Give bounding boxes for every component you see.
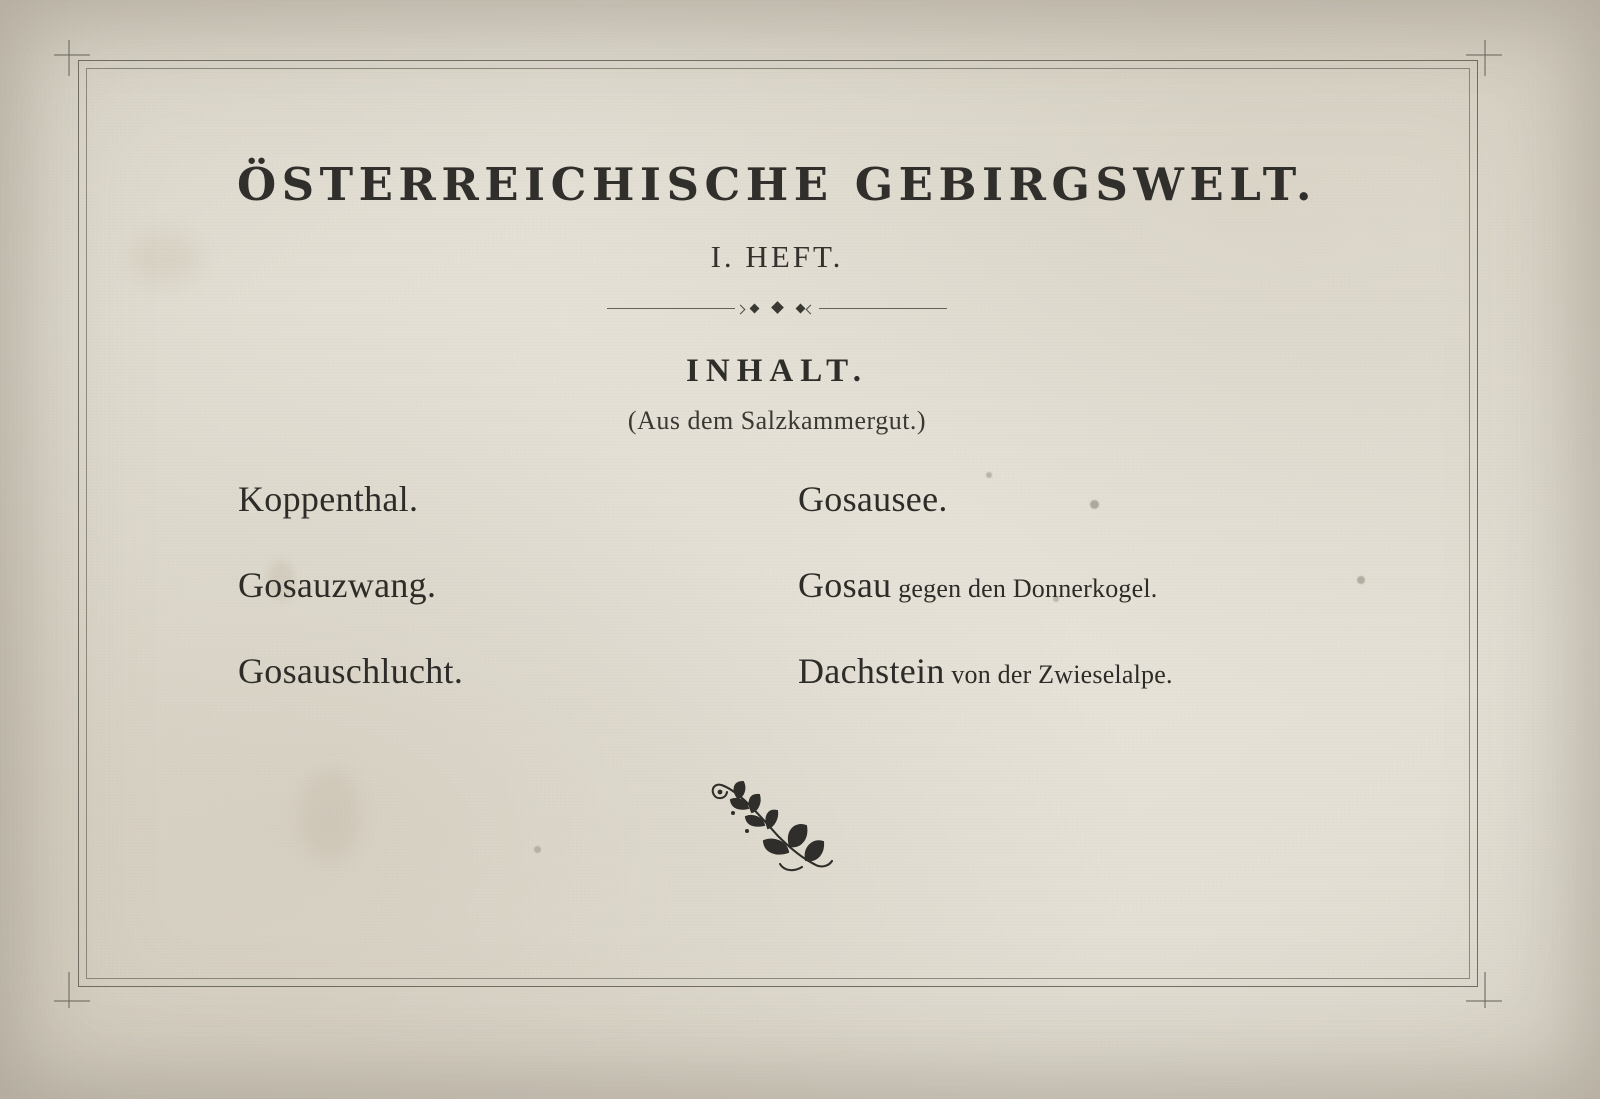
platemark-tick-bottom-left-vertical — [68, 972, 70, 1008]
leaf-sprig-icon — [702, 768, 852, 878]
divider-diamond — [750, 303, 760, 313]
toc-entry-title: Koppenthal. — [238, 479, 419, 519]
platemark-tick-top-right-vertical — [1484, 40, 1486, 76]
divider-diamond — [796, 303, 806, 313]
divider-line-left — [607, 308, 735, 309]
source-note: (Aus dem Salzkammergut.) — [627, 406, 927, 435]
toc-column-left — [238, 478, 798, 736]
list-item — [238, 564, 798, 606]
platemark-tick-bottom-right-horizontal — [1466, 1000, 1502, 1002]
toc-column-right — [798, 478, 1418, 736]
platemark-tick-bottom-right-vertical — [1484, 972, 1486, 1008]
leaf-sprig-ornament — [86, 768, 1468, 878]
divider-tip-right — [806, 304, 816, 314]
platemark-tick-top-left-vertical — [68, 40, 70, 76]
toc-entry-title: Dachstein — [798, 651, 945, 691]
divider-line-right — [819, 308, 947, 309]
list-item — [238, 478, 798, 520]
platemark-tick-top-left-horizontal — [54, 54, 90, 56]
list-item — [238, 650, 798, 692]
toc-entry-qualifier: von der Zwieselalpe. — [944, 660, 1173, 689]
toc-entry-title: Gosau — [798, 565, 892, 605]
list-item — [798, 650, 1418, 692]
contents-heading: INHALT. — [686, 353, 868, 389]
platemark-tick-bottom-left-horizontal — [54, 1000, 90, 1002]
list-item — [798, 478, 1418, 520]
divider-diamond — [771, 301, 784, 314]
toc-entry-qualifier: gegen den Donnerkogel. — [891, 574, 1158, 603]
platemark-tick-top-right-horizontal — [1466, 54, 1502, 56]
title-page-content — [86, 68, 1468, 977]
ornamental-divider — [607, 297, 947, 319]
issue-number: I. HEFT. — [710, 239, 844, 274]
list-item — [798, 564, 1418, 606]
page-title: ÖSTERREICHISCHE GEBIRGSWELT. — [236, 158, 1318, 211]
toc-entry-title: Gosauzwang. — [238, 565, 437, 605]
divider-tip-left — [736, 304, 746, 314]
toc-entry-title: Gosausee. — [798, 479, 948, 519]
toc-entry-title: Gosauschlucht. — [238, 651, 464, 691]
table-of-contents — [86, 478, 1468, 736]
